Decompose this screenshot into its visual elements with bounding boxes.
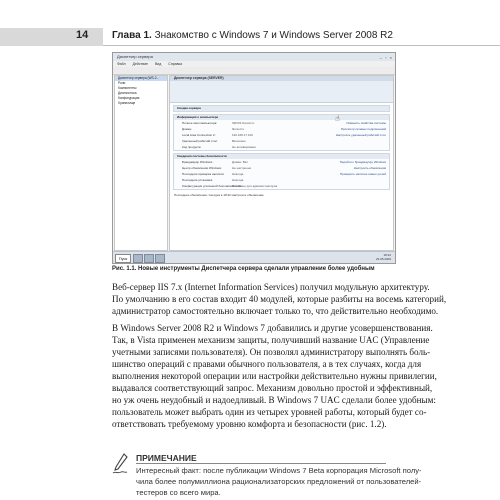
tree-item-root: Диспетчер сервера (WS-2...: [115, 76, 167, 81]
figure-caption: Рис. 1.1. Новые инструменты Диспетчера сервера сделали управление более удобным: [112, 266, 375, 272]
status-text: Последнее обновление: Сегодня в 18:22 Настроить обновление: [174, 193, 264, 197]
action-link: Настроить удаленный рабочий стол: [335, 133, 386, 137]
tree-item-diagnostics: Диагностика: [118, 91, 137, 95]
section-title: Сведения системы безопасности: [174, 154, 389, 159]
server-manager-taskbar-icon: [133, 254, 143, 263]
taskbar: [113, 251, 395, 263]
powershell-taskbar-icon: [144, 254, 154, 263]
figure-screenshot: [112, 52, 396, 264]
menu-view: Вид: [154, 62, 162, 66]
note-title: ПРИМЕЧАНИЕ: [136, 453, 197, 463]
main-pane: [169, 75, 394, 251]
pen-icon: [110, 452, 130, 476]
tree-item-configuration: Конфигурация: [118, 96, 140, 100]
section-computer-info: [173, 114, 390, 151]
paragraph-2: В Windows Server 2008 R2 и Windows 7 добавились и другие усовершенствования. Так, в Vista применен механизм защиты, получивший название UAC (Управление учетными записями пользователя). Он позволял администратору выполнять боль- шинство операций с правами обычного пользователя, а в тех случаях, когда для выполнения некоторой операции или настройки действительно нужны привилегии, выдавался соответствующий запрос. Механизм довольно простой и эффективный, но уж очень неудобный и надоедливый. В Windows 7 UAC сделали более удобным: пользователь может выбрать один из четырех уровней работы, который будет со- ответствовать требуемому уровню комфорта и безопасности (рис. 1.2).: [112, 323, 437, 429]
running-title: [112, 30, 393, 41]
info-row: Последняя установка: Никогда: [182, 178, 244, 182]
section-title: Сводка сервера: [174, 106, 389, 111]
chapter-title: Знакомство с Windows 7 и Windows Server 2008 R2: [154, 30, 393, 41]
info-row: Центр обновления Windows: Не настроено Настроить обновления: [182, 166, 386, 170]
banner: [170, 76, 393, 103]
banner-title: Диспетчер сервера (SERVER): [170, 76, 393, 81]
action-link: Просмотр сетевых подключений: [340, 127, 386, 131]
menu-action: Действие: [132, 62, 148, 66]
header-rule: [103, 45, 500, 46]
chapter-label: Глава 1.: [112, 30, 152, 41]
window-controls: – ▫ ×: [379, 55, 393, 60]
navigation-tree: [114, 75, 168, 251]
window-title: Диспетчер сервера: [117, 54, 153, 59]
note-rule: [136, 463, 386, 464]
action-link: Проверить наличие новых ролей: [339, 172, 386, 176]
hand-cursor-icon: ☝: [335, 114, 340, 123]
section-security: [173, 153, 390, 190]
section-title: Информация о компьютере: [174, 115, 389, 120]
note-text: Интересный факт: после публикации Windows 7 Beta корпорация Microsoft полу- чила более полумиллиона рационализаторских предложений от пользователей- тестеров со всего мира.: [136, 466, 422, 497]
info-row: Последняя проверка наличия: Никогда Проверить наличие новых ролей: [182, 172, 386, 176]
tree-item-roles: Роли: [118, 81, 126, 85]
start-button: Пуск: [115, 254, 131, 263]
info-row: Удаленный рабочий стол: Включено: [182, 139, 246, 143]
info-row: Код продукта: Не активировано: [182, 145, 256, 149]
action-link: Изменить свойства системы: [346, 121, 386, 125]
paragraph-1: Веб-сервер IIS 7.x (Internet Information Services) получил модульную архитектуру. По умолчанию в его состав входит 40 модулей, которые разбиты на восемь категорий, администратор самостоятельно включает только то, что действительно необходимо.: [112, 282, 447, 316]
info-row: Local Area Connection 2: 192.168.17.129 Настроить удаленный рабочий стол: [182, 133, 386, 137]
toolbar: [113, 67, 395, 75]
window-titlebar: [113, 53, 395, 61]
section-summary: [173, 105, 390, 112]
action-link: Настроить обновления: [353, 166, 386, 170]
menu-file: Файл: [117, 62, 126, 66]
info-row: Полное имя компьютера: SRV01.fluxxel.ru Изменить свойства системы: [182, 121, 386, 125]
tray-clock: 18:22 23.05.2009: [375, 253, 391, 261]
tree-item-features: Компоненты: [118, 86, 137, 90]
info-row: Брандмауэр Windows: Домен: Вкл Перейти к брандмауэру Windows: [182, 160, 386, 164]
page-header: [0, 0, 500, 46]
info-row: Конфигурация усиленной безопасности IE: Включено для администраторов: [182, 184, 278, 188]
action-link: Перейти к брандмауэру Windows: [339, 160, 386, 164]
tree-item-storage: Хранилище: [118, 101, 136, 105]
menu-help: Справка: [168, 62, 183, 66]
page-number: 14: [76, 29, 89, 41]
explorer-taskbar-icon: [155, 254, 165, 263]
page-number-box: [0, 28, 103, 46]
info-row: Домен: fluxxel.ru Просмотр сетевых подключений: [182, 127, 386, 131]
